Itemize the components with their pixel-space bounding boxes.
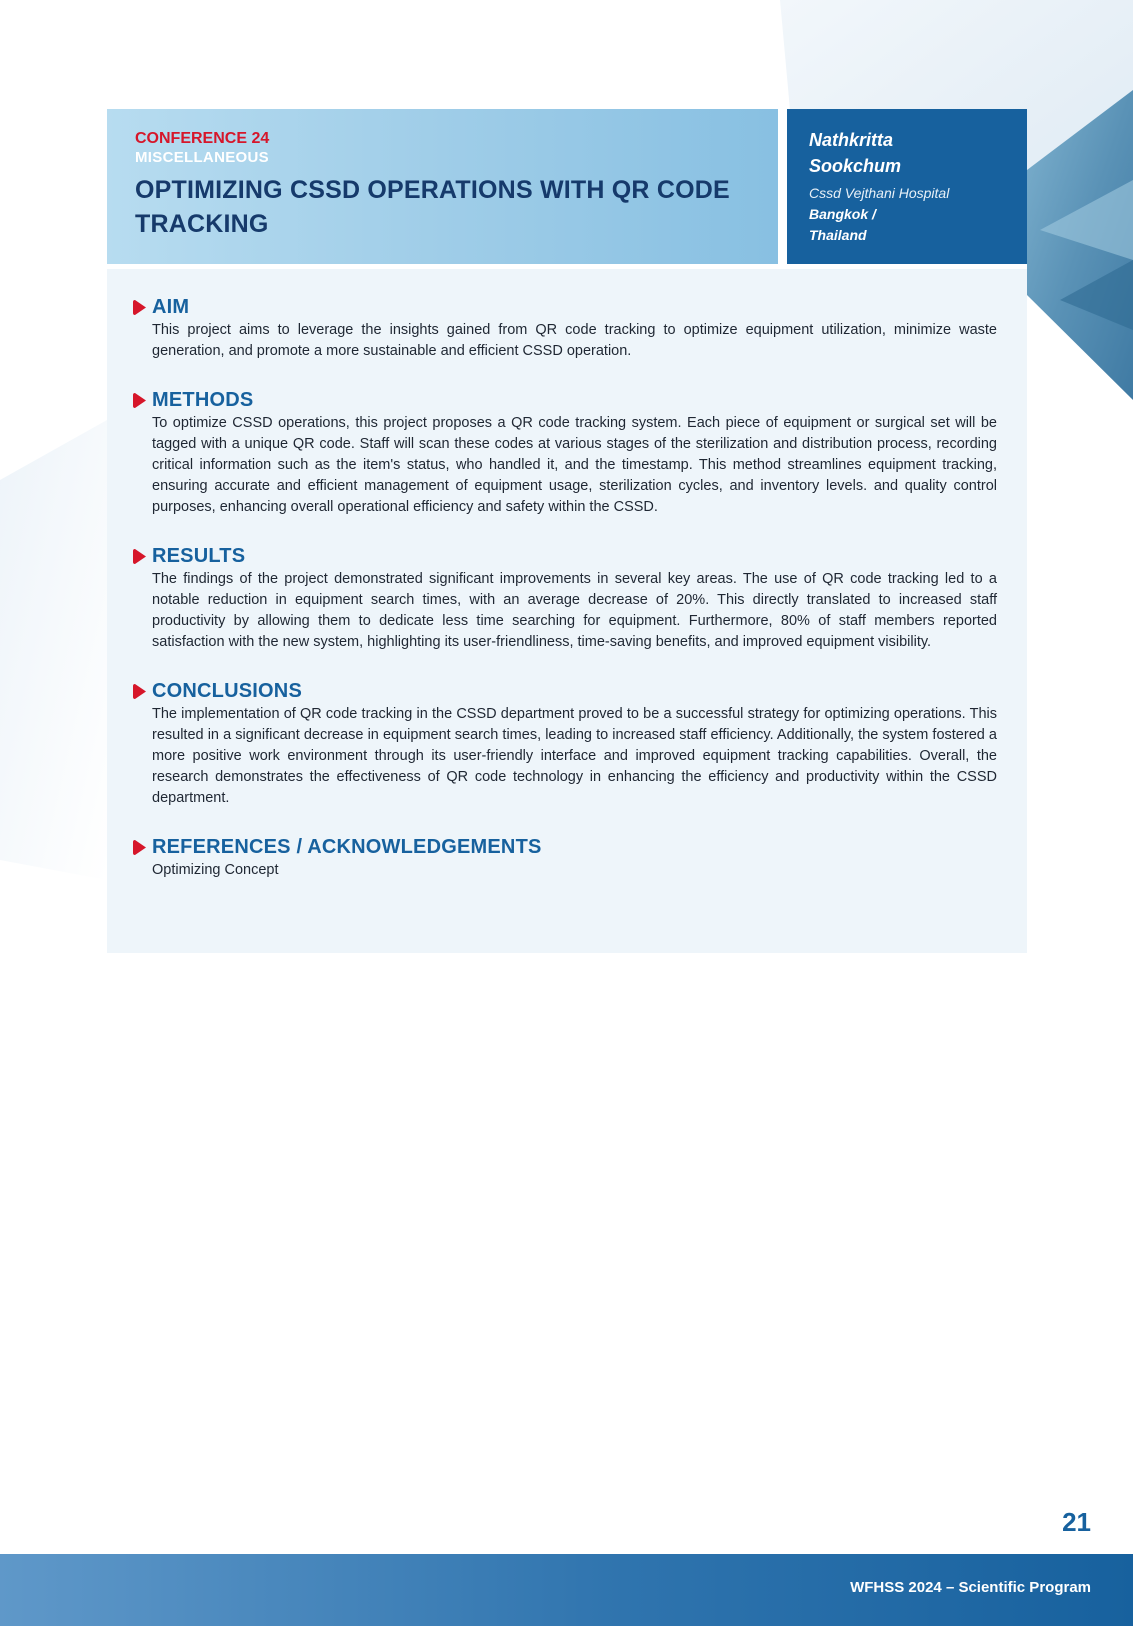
- section-heading: [152, 544, 997, 568]
- section-title: CONCLUSIONS: [152, 680, 302, 702]
- section-methods: [152, 388, 997, 518]
- author-location-line2: Thailand: [809, 227, 867, 243]
- red-arrow-icon: [133, 548, 147, 565]
- conference-label: CONFERENCE 24: [135, 130, 270, 147]
- section-title: AIM: [152, 296, 190, 318]
- footer-title: WFHSS 2024 – Scientific Program: [850, 1579, 1091, 1596]
- author-name-line2: Sookchum: [809, 156, 902, 176]
- section-heading: [152, 295, 997, 319]
- section-heading: [152, 679, 997, 703]
- section-results: [152, 544, 997, 653]
- section-conclusions: [152, 679, 997, 809]
- section-body: The implementation of QR code tracking in the CSSD department proved to be a successful strategy for optimizing operations. This resulted in a significant decrease in equipment search times, leading to increased staff efficiency. Additionally, the system fostered a more positive work environment through its user-friendly interface and improved equipment tracking capabilities. Overall, the research demonstrates the effectiveness of QR code technology in enhancing the efficiency and productivity within the CSSD department.: [152, 706, 997, 806]
- section-body: This project aims to leverage the insights gained from QR code tracking to optimize equipment utilization, minimize waste generation, and promote a more sustainable and efficient CSSD operation.: [152, 322, 997, 359]
- author-name-line1: Nathkritta: [809, 130, 894, 150]
- section-body: To optimize CSSD operations, this project proposes a QR code tracking system. Each piece of equipment or surgical set will be tagged with a unique QR code. Staff will scan these codes at various stages of the sterilization and distribution process, recording critical information such as the item's status, who handled it, and the timestamp. This method streamlines equipment tracking, ensuring accurate and efficient management of equipment usage, sterilization cycles, and inventory levels. and quality control purposes, enhancing overall operational efficiency and safety within the CSSD.: [152, 415, 997, 515]
- author-location-line1: Bangkok /: [809, 206, 876, 222]
- category-label: MISCELLANEOUS: [135, 149, 269, 166]
- section-references: [152, 835, 997, 881]
- red-arrow-icon: [133, 839, 147, 856]
- section-title: METHODS: [152, 389, 254, 411]
- red-arrow-icon: [133, 299, 147, 316]
- page-title: OPTIMIZING CSSD OPERATIONS WITH QR CODE TRACKING: [135, 176, 730, 238]
- page-number: 21: [1062, 1507, 1091, 1537]
- section-heading: [152, 388, 997, 412]
- section-body: The findings of the project demonstrated significant improvements in several key areas. The use of QR code tracking led to a notable reduction in equipment search times, with an average decrease of 20%. This directly translated to increased staff productivity by allowing them to dedicate less time searching for equipment. Furthermore, 80% of staff members reported satisfaction with the new system, highlighting its user-friendliness, time-saving benefits, and improved equipment visibility.: [152, 571, 997, 650]
- section-title: RESULTS: [152, 545, 246, 567]
- section-heading: [152, 835, 997, 859]
- section-body: Optimizing Concept: [152, 862, 279, 878]
- abstract-panel: [107, 269, 1027, 953]
- section-title: REFERENCES / ACKNOWLEDGEMENTS: [152, 836, 542, 858]
- author-block: [787, 109, 1027, 264]
- title-block: [107, 109, 778, 264]
- red-arrow-icon: [133, 683, 147, 700]
- author-affiliation: Cssd Vejthani Hospital: [809, 185, 950, 201]
- footer-bar: [0, 1554, 1133, 1626]
- red-arrow-icon: [133, 392, 147, 409]
- section-aim: [152, 295, 997, 362]
